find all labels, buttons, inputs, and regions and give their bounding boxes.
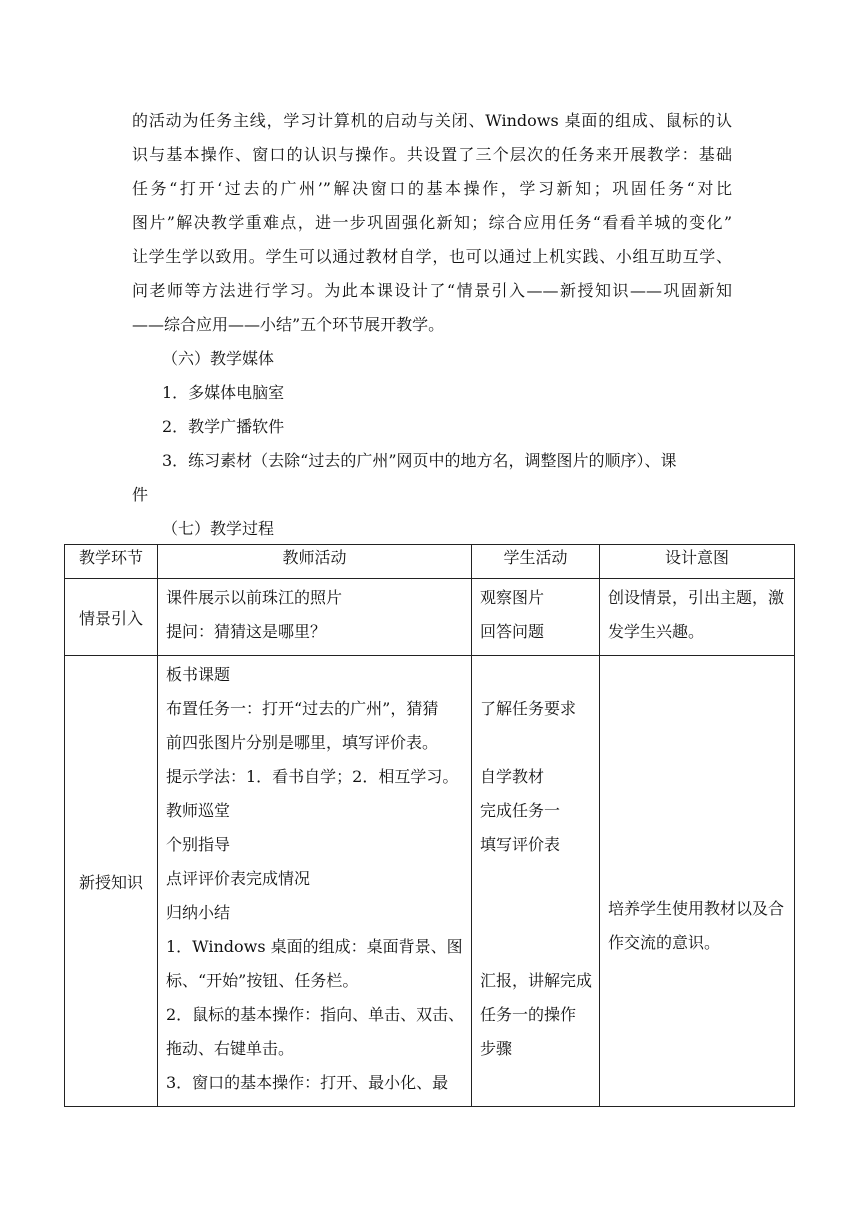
student-activity-cell <box>472 656 600 1107</box>
student-line: 步骤 <box>480 1039 513 1058</box>
table-row <box>65 656 795 1107</box>
teacher-line: 布置任务一：打开“过去的广州”，猜猜 <box>166 699 439 718</box>
student-line: 自学教材 <box>480 767 545 786</box>
text-line: 图片”解决教学重难点，进一步巩固强化新知；综合应用任务“看看羊城的变化” <box>132 213 732 232</box>
table-header-row <box>65 545 795 579</box>
teacher-line: 提示学法：1．看书自学；2．相互学习。 <box>166 767 459 786</box>
teacher-line: 提问：猜猜这是哪里？ <box>166 622 327 641</box>
teacher-activity-cell <box>158 579 472 656</box>
media-item-continuation: 件 <box>132 485 149 504</box>
teacher-line: 前四张图片分别是哪里，填写评价表。 <box>166 733 439 752</box>
text-line: ——综合应用——小结”五个环节展开教学。 <box>132 315 445 334</box>
teacher-activity-cell <box>158 656 472 1107</box>
teacher-line: 归纳小结 <box>166 903 231 922</box>
student-line: 完成任务一 <box>480 801 561 820</box>
student-line: 了解任务要求 <box>480 699 577 718</box>
text-line: 问老师等方法进行学习。为此本课设计了“情景引入——新授知识——巩固新知 <box>132 281 732 300</box>
text-line: 识与基本操作、窗口的认识与操作。共设置了三个层次的任务来开展教学：基础 <box>132 145 732 164</box>
teacher-line: 课件展示以前珠江的照片 <box>166 588 343 607</box>
intro-paragraph <box>132 104 732 512</box>
intent-cell <box>600 656 795 1107</box>
intent-text: 培养学生使用教材以及合作交流的意识。 <box>608 899 785 952</box>
table-row <box>65 579 795 656</box>
text-line: 让学生学以致用。学生可以通过教材自学，也可以通过上机实践、小组互助互学、 <box>132 247 732 266</box>
text-line: 任务“打开‘过去的广州’”解决窗口的基本操作，学习新知；巩固任务“对比 <box>132 179 732 198</box>
header-cell-intent: 设计意图 <box>600 545 795 579</box>
student-activity-cell <box>472 579 600 656</box>
header-cell-stage: 教学环节 <box>65 545 158 579</box>
teacher-line: 1．Windows 桌面的组成：桌面背景、图 <box>166 937 463 956</box>
student-line: 填写评价表 <box>480 835 561 854</box>
teaching-process-table <box>64 544 795 1107</box>
media-item: 2．教学广播软件 <box>162 417 285 436</box>
media-item: 3．练习素材（去除“过去的广州”网页中的地方名，调整图片的顺序）、课 <box>162 451 677 470</box>
teacher-line: 标、“开始”按钮、任务栏。 <box>166 971 359 990</box>
teacher-line: 3．窗口的基本操作：打开、最小化、最 <box>166 1073 449 1092</box>
text-line: 的活动为任务主线，学习计算机的启动与关闭、Windows 桌面的组成、鼠标的认 <box>132 111 732 130</box>
teacher-line: 拖动、右键单击。 <box>166 1039 295 1058</box>
stage-cell: 情景引入 <box>65 579 158 656</box>
media-heading: （六）教学媒体 <box>162 349 275 368</box>
teacher-line: 点评评价表完成情况 <box>166 869 311 888</box>
teacher-line: 板书课题 <box>166 665 231 684</box>
student-line: 观察图片 <box>480 588 545 607</box>
student-line: 汇报，讲解完成 <box>480 971 593 990</box>
teacher-line: 个别指导 <box>166 835 231 854</box>
process-heading: （七）教学过程 <box>162 519 275 538</box>
media-item: 1．多媒体电脑室 <box>162 383 285 402</box>
teacher-line: 教师巡堂 <box>166 801 231 820</box>
stage-cell: 新授知识 <box>65 656 158 1107</box>
header-cell-teacher: 教师活动 <box>158 545 472 579</box>
header-cell-student: 学生活动 <box>472 545 600 579</box>
intent-text: 创设情景，引出主题，激发学生兴趣。 <box>608 588 785 641</box>
student-line: 任务一的操作 <box>480 1005 577 1024</box>
intent-cell <box>600 579 795 656</box>
teacher-line: 2．鼠标的基本操作：指向、单击、双击、 <box>166 1005 465 1024</box>
student-line: 回答问题 <box>480 622 545 641</box>
